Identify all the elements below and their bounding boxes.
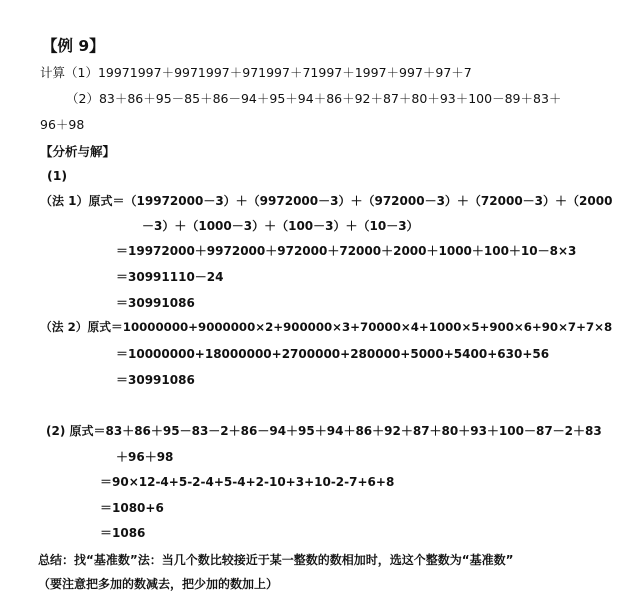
summary-line-1: 总结：找“基准数”法：当几个数比较接近于某一整数的数相加时，选这个整数为“基准数” bbox=[38, 553, 514, 567]
method-1-line-1: （法 1）原式＝（19972000－3）＋（9972000－3）＋（972000－3）＋（72000－3）＋（2000 bbox=[40, 194, 613, 208]
method-2-line-3: ＝30991086 bbox=[116, 373, 195, 387]
method-1-line-5: ＝30991086 bbox=[116, 296, 195, 310]
part-2-line-2: ＋96＋98 bbox=[116, 450, 174, 464]
summary-line-2: （要注意把多加的数减去，把少加的数加上） bbox=[38, 577, 279, 591]
part-2-line-3: ＝90×12-4+5-2-4+5-4+2-10+3+10-2-7+6+8 bbox=[100, 475, 395, 489]
method-1-line-3: ＝19972000＋9972000＋972000＋72000＋2000＋1000＋100＋10－8×3 bbox=[116, 244, 577, 258]
analysis-heading: 【分析与解】 bbox=[40, 144, 116, 159]
question-line-1: 计算（1）19971997＋9971997＋971997＋71997＋1997＋997＋97＋7 bbox=[40, 65, 472, 80]
part-2-line-1: (2) 原式＝83＋86＋95－83－2＋86－94＋95＋94＋86＋92＋87＋80＋93＋100－87－2＋83 bbox=[46, 424, 602, 438]
question-line-3: 96＋98 bbox=[40, 117, 85, 132]
method-1-line-4: ＝30991110－24 bbox=[116, 270, 224, 284]
part-2-line-4: ＝1080+6 bbox=[100, 501, 164, 515]
part-1-label: (1) bbox=[47, 168, 68, 183]
part-2-line-5: ＝1086 bbox=[100, 526, 146, 540]
method-2-line-2: ＝10000000+18000000+2700000+280000+5000+5400+630+56 bbox=[116, 347, 550, 361]
question-line-2: （2）83＋86＋95－85＋86－94＋95＋94＋86＋92＋87＋80＋93＋100－89＋83＋ bbox=[66, 91, 562, 106]
method-2-line-1: （法 2）原式＝10000000+9000000×2+900000×3+70000×4+1000×5+900×6+90×7+7×8 bbox=[40, 320, 613, 334]
example-title: 【例 9】 bbox=[42, 37, 105, 55]
method-1-line-2: －3）＋（1000－3）＋（100－3）＋（10－3） bbox=[142, 219, 419, 233]
